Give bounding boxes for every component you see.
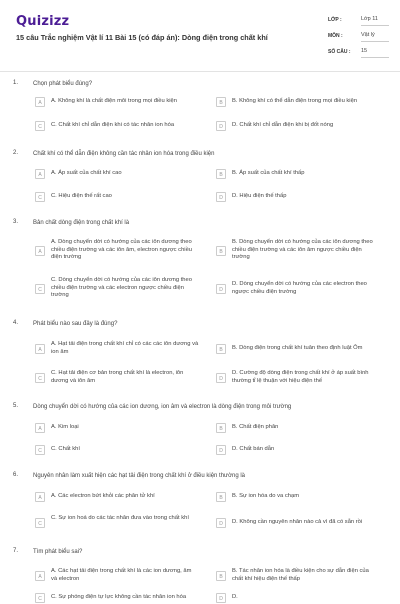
meta-label: SỐ CÂU : [328,49,351,55]
option-letter: B [216,423,226,433]
question-1 [0,80,400,140]
option-letter: C [35,192,45,202]
question-text: Chọn phát biểu đúng? [33,81,93,87]
option-text: A. Dòng chuyển dời có hướng của các iôn dương theo chiều điện trường và các iôn âm, electron ngược chiều điện trường [51,239,193,260]
question-6 [0,472,400,537]
option-letter: A [35,423,45,433]
option-text: C. Chất khí chỉ dẫn điện khi có tác nhân ion hóa [51,122,175,128]
meta-value: 15 [361,46,389,58]
question-number: 6. [13,472,19,478]
option-text: B. Áp suất của chất khí thấp [232,170,305,176]
question-2 [0,150,400,205]
option-text: A. Áp suất của chất khí cao [51,170,122,176]
option-letter: A [35,169,45,179]
document-title: 15 câu Trắc nghiệm Vật lí 11 Bài 15 (có đáp án): Dòng điện trong chất khí [16,33,268,42]
option-text: B. Sự ion hóa do va chạm [232,493,300,499]
option-text: C. Chất khí [51,446,80,452]
option-text: A. Không khí là chất điện môi trong mọi điều kiện [51,98,177,104]
option-text: D. Hiệu điện thế thấp [232,193,287,199]
option-letter: B [216,492,226,502]
option-text: D. Dòng chuyển dời có hướng của các electron theo ngược chiều điện trường [232,281,367,295]
question-number: 3. [13,219,19,225]
option-letter: D [216,593,226,603]
option-letter: D [216,284,226,294]
option-letter: C [35,445,45,455]
option-letter: B [216,344,226,354]
option-text: B. Dòng điện trong chất khí tuân theo định luật Ôm [232,345,363,351]
option-letter: B [216,246,226,256]
option-text: C. Sự ion hoá do các tác nhân đưa vào trong chất khí [51,515,189,521]
question-number: 1. [13,80,19,86]
option-text: D. Cường độ dòng điện trong chất khí ở áp suất bình thường tỉ lệ thuận với hiệu điện thế [232,370,369,384]
option-text: D. Chất khí chỉ dẫn điện khi bị đốt nóng [232,122,334,128]
option-letter: C [35,284,45,294]
option-letter: C [35,518,45,528]
option-text: D. [232,594,238,600]
meta-row-count [328,46,390,61]
option-text: A. Các hạt tải điện trong chất khí là các ion dương, âm và electron [51,568,192,582]
header-divider [0,71,400,72]
option-text: D. Chất bán dẫn [232,446,275,452]
option-letter: A [35,97,45,107]
question-3 [0,219,400,309]
question-number: 2. [13,150,19,156]
option-letter: A [35,492,45,502]
option-text: C. Hiệu điện thế rất cao [51,193,112,199]
question-4 [0,320,400,395]
question-7 [0,548,400,600]
meta-row-subject [328,30,390,45]
question-number: 4. [13,320,19,326]
option-letter: D [216,445,226,455]
option-text: C. Dòng chuyển dời có hướng của các iôn dương theo chiều điện trường và các electron ngược chiều điện trường [51,277,192,298]
option-text: B. Dòng chuyển dời có hướng của các iôn dương theo chiều điện trường và các iôn âm ngược chiều điện trường [232,239,373,260]
option-text: B. Tác nhân ion hóa là điều kiện cho sự dẫn điện của chất khí hiệu điện thế thấp [232,568,369,582]
option-text: C. Sự phóng điện tự lực không cần tác nhân ion hóa [51,594,187,600]
meta-label: MÔN : [328,33,343,39]
question-text: Bản chất dòng điện trong chất khí là [33,220,130,226]
question-text: Phát biểu nào sau đây là đúng? [33,321,118,327]
option-text: A. Kim loại [51,424,79,430]
option-letter: A [35,344,45,354]
meta-row-class [328,14,390,29]
question-number: 5. [13,403,19,409]
option-letter: D [216,373,226,383]
option-text: B. Không khí có thể dẫn điện trong mọi điều kiện [232,98,358,104]
option-letter: A [35,246,45,256]
question-number: 7. [13,548,19,554]
option-text: A. Hạt tải điện trong chất khí chỉ có các các iôn dương và ion âm [51,341,199,355]
meta-value: Vật lý [361,30,389,42]
option-letter: C [35,593,45,603]
option-letter: C [35,121,45,131]
option-letter: A [35,571,45,581]
question-text: Dòng chuyển dời có hướng của các ion dương, ion âm và electron là dòng điện trong môi trường [33,404,292,410]
option-text: C. Hạt tải điện cơ bản trong chất khí là electron, iôn dương và iôn âm [51,370,184,384]
option-letter: B [216,571,226,581]
option-letter: D [216,518,226,528]
question-5 [0,403,400,458]
option-letter: C [35,373,45,383]
quizizz-logo: Quizizz [16,14,70,29]
document-header [0,0,400,70]
option-letter: D [216,192,226,202]
meta-value: Lớp 11 [361,14,389,26]
question-text: Nguyên nhân làm xuất hiện các hạt tải điện trong chất khí ở điều kiện thường là [33,473,246,479]
option-text: B. Chất điện phân [232,424,279,430]
option-text: D. Không cần nguyên nhân nào cả vì đã có sẵn rồi [232,519,363,525]
meta-label: LỚP : [328,17,342,23]
option-letter: B [216,169,226,179]
option-letter: B [216,97,226,107]
option-letter: D [216,121,226,131]
question-text: Chất khí có thể dẫn điện không cần tác nhân ion hóa trong điều kiện [33,151,215,157]
option-text: A. Các electron bứt khỏi các phân tử khí [51,493,155,499]
question-text: Tìm phát biểu sai? [33,549,83,555]
meta-panel [328,14,390,62]
